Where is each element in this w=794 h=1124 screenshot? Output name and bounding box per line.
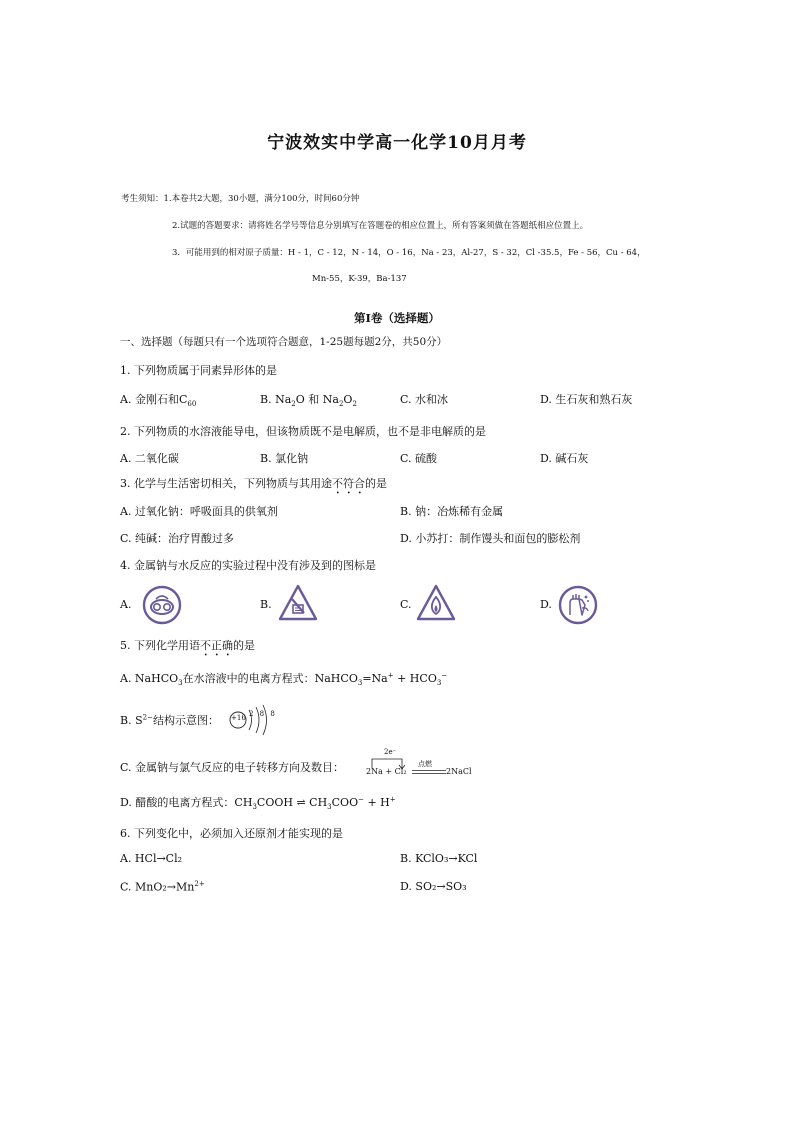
q2-option-c: C. 硫酸 [400,452,438,465]
q1-b-s2: 2 [338,400,344,409]
q1-a-sub: 60 [187,400,197,409]
q5-option-b [120,712,219,728]
notice-line-1: 考生须知：1.本卷共2大题，30小题，满分100分，时间60分钟 [121,194,360,204]
q1-option-c: C. 水和冰 [400,393,449,406]
q6-option-a: A. HCl→Cl₂ [120,852,183,865]
q1-option-d: D. 生石灰和熟石灰 [540,393,633,406]
q5-option-c: C. 金属钠与氯气反应的电子转移方向及数目： [120,761,345,774]
q4-stem: 4. 金属钠与水反应的实验过程中没有涉及到的图标是 [120,559,376,572]
nucleus-label: +16 [231,714,246,722]
q1-b-s1: 2 [291,400,296,409]
q5-stem [120,637,255,659]
reactants-label: 2Na + Cl₂ [366,767,407,776]
part-heading: 一、选择题（每题只有一个选项符合题意，1-25题每题2分，共50分） [120,336,448,348]
q6-option-d: D. SO₂→SO₃ [400,880,467,893]
product-label: 2NaCl [446,767,472,776]
q4-option-d: D. [540,598,552,611]
section-title: 第Ⅰ卷（选择题） [354,311,440,325]
q3-stem-pre: 3. 化学与生活密切相关，下列物质与其用途 [120,477,332,490]
flame-warning-icon [416,583,456,623]
notice-line-3: 3．可能用到的相对原子质量：H - 1，C - 12，N - 14，O - 16，Na - 23，Al-27，S - 32，Cl -35.5，Fe - 56，Cu - 64， [172,248,646,258]
q2-option-d: D. 碱石灰 [540,452,589,465]
q5-b-sup: 2− [142,713,153,722]
q5-stem-emphasis: 不正确 [200,639,233,652]
electron-shells-label: 2 8 8 [249,710,277,718]
q5-option-a [120,670,447,687]
q1-option-b [260,391,357,408]
q5-b-pre: B. S [120,714,143,727]
notice-line-4: Mn-55，K-39，Ba-137 [312,274,407,284]
q4-option-c: C. [400,598,412,611]
q1-b-p2: O 和 Na [295,393,339,406]
q3-stem [120,475,387,497]
condition-label: 点燃 [418,760,432,768]
q4-option-b: B. [260,598,272,611]
q5-a-plus: + HCO [393,672,437,685]
q5-d-sup1: − [358,795,364,804]
q1-b-s3: 2 [352,400,357,409]
q2-option-a: A. 二氧化碳 [120,452,179,465]
q3-option-d: D. 小苏打：制作馒头和面包的膨松剂 [400,532,581,545]
q6-c-pre: C. MnO₂→Mn [120,880,195,894]
goggles-icon [142,585,182,625]
q5-a-eq: =Na [362,672,388,685]
q5-option-d [120,794,396,811]
q5-stem-post: 的是 [233,639,255,652]
q6-option-b: B. KClO₃→KCl [400,852,478,865]
q5-d-m1: COOH ⇌ CH [256,796,328,809]
q1-a-text: 金刚石和C [134,393,188,406]
q2-option-b: B. 氯化钠 [260,452,309,465]
hand-wash-icon [558,585,598,625]
q5-b-post: 结构示意图： [152,714,219,727]
q1-a-label: A. [120,393,132,406]
q1-b-label: B. [260,393,272,406]
q5-d-m3: + H [363,796,390,809]
q2-stem: 2. 下列物质的水溶液能导电，但该物质既不是电解质，也不是非电解质的是 [120,425,486,438]
q3-option-c: C. 纯碱：治疗胃酸过多 [120,532,235,545]
q5-a-sub2: 3 [357,679,363,688]
q5-a-sup2: − [441,671,448,680]
corrosive-warning-icon [278,583,318,623]
q5-stem-pre: 5. 下列化学用语 [120,639,200,652]
q5-a-mid: 在水溶液中的电离方程式：NaHCO [182,672,358,685]
q1-b-p1: Na [275,393,292,406]
q6-option-c [120,880,205,894]
q5-a-sub3: 3 [436,679,442,688]
q1-stem: 1. 下列物质属于同素异形体的是 [120,364,277,377]
q5-d-m2: COO [331,796,359,809]
electron-count-label: 2e⁻ [384,748,397,756]
electron-transfer-diagram [366,748,476,780]
q3-stem-post: 的是 [365,477,387,490]
q5-d-s2: 3 [327,803,332,812]
q5-a-pre: A. NaHCO [120,672,179,685]
q5-d-sup2: + [389,795,396,804]
q6-stem: 6. 下列变化中，必须加入还原剂才能实现的是 [120,827,343,840]
q5-a-sup1: + [387,671,394,680]
atom-structure-diagram [228,702,277,738]
q5-d-s1: 3 [252,803,257,812]
page-title: 宁波效实中学高一化学10月月考 [267,133,527,153]
q6-c-sup: 2+ [194,880,205,888]
q5-d-pre: D. 醋酸的电离方程式：CH [120,796,253,809]
notice-line-2: 2.试题的答题要求：请将姓名学号等信息分别填写在答题卷的相应位置上，所有答案须做在答题纸相应位置上。 [172,221,589,231]
q1-b-p3: O [343,393,353,406]
q5-a-sub: 3 [178,679,183,688]
q3-option-a: A. 过氧化钠：呼吸面具的供氧剂 [120,505,278,518]
q3-stem-emphasis: 不符合 [332,477,365,490]
q4-option-a: A. [120,598,132,611]
q3-option-b: B. 钠：冶炼稀有金属 [400,505,504,518]
q1-option-a [120,391,196,408]
